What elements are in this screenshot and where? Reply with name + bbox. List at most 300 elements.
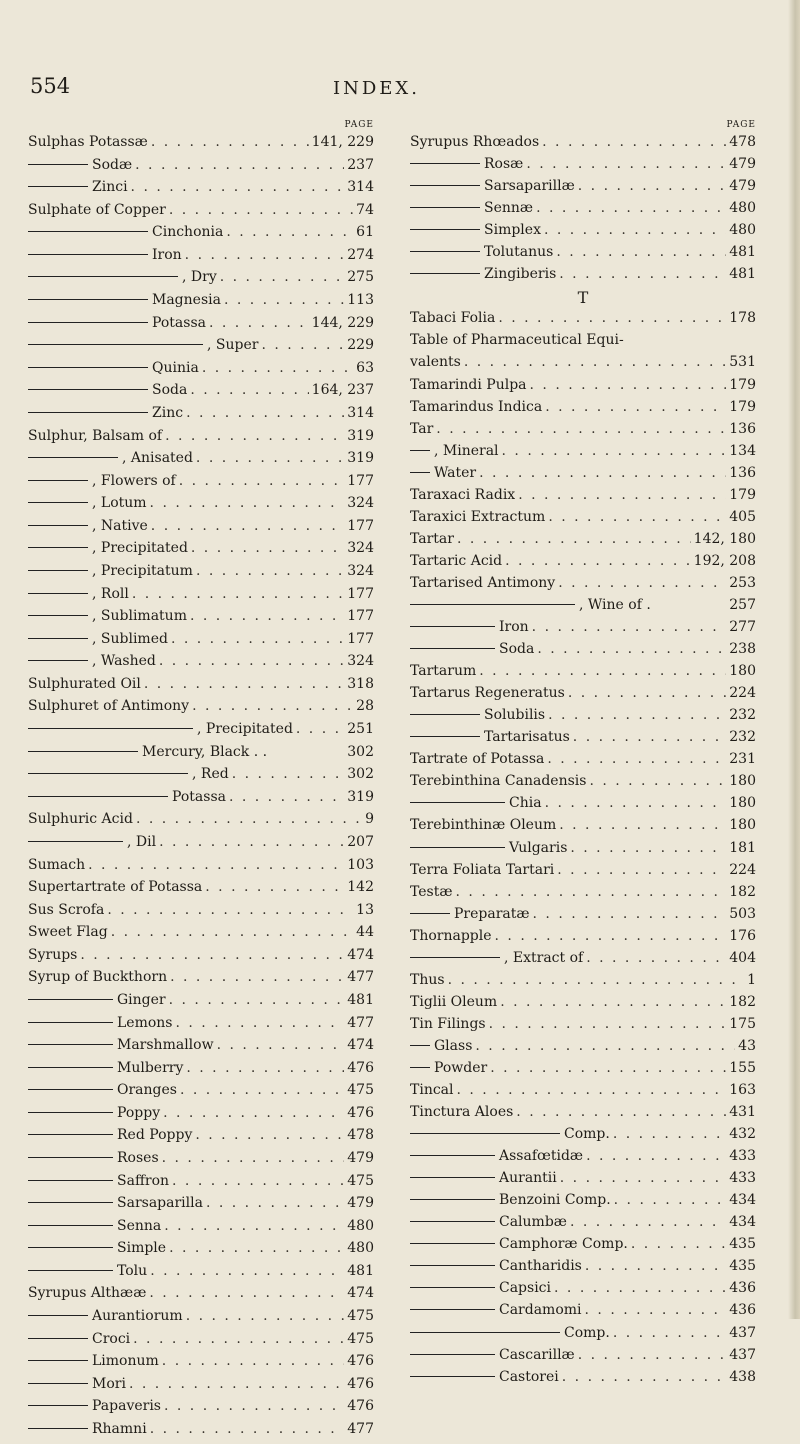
dot-leader xyxy=(209,315,309,331)
dot-leader xyxy=(185,247,345,263)
index-entry xyxy=(410,685,756,707)
entry-pages: 475 xyxy=(347,1082,374,1099)
index-entry xyxy=(28,563,374,586)
index-entry xyxy=(28,495,374,518)
dot-leader xyxy=(195,1127,344,1143)
entry-pages: 481 xyxy=(347,991,374,1008)
entry-label: Sennæ xyxy=(484,200,534,217)
index-entry xyxy=(28,179,374,202)
dot-leader xyxy=(533,906,727,922)
ditto-rule xyxy=(28,1157,113,1158)
index-entry xyxy=(410,509,756,531)
dot-leader xyxy=(495,928,727,944)
index-list xyxy=(410,134,756,1391)
entry-label: Ginger xyxy=(117,991,166,1008)
ditto-rule xyxy=(410,1332,560,1333)
page-column-heading: PAGE xyxy=(344,120,374,130)
index-entry xyxy=(410,729,756,751)
dot-leader xyxy=(220,269,345,285)
entry-pages: 176 xyxy=(729,927,756,944)
ditto-rule xyxy=(28,502,88,503)
entry-pages: 192, 208 xyxy=(693,552,756,569)
ditto-rule xyxy=(410,1265,495,1266)
index-entry xyxy=(410,399,756,421)
entry-label: Terebinthinæ Oleum xyxy=(410,817,557,834)
entry-pages: 318 xyxy=(347,675,374,692)
dot-leader xyxy=(206,1195,344,1211)
entry-label: , Super xyxy=(207,337,259,354)
page-number: 554 xyxy=(30,74,71,98)
index-entry xyxy=(410,1016,756,1038)
entry-pages: 251 xyxy=(347,721,374,738)
entry-pages: 480 xyxy=(347,1217,374,1234)
dot-leader xyxy=(179,473,345,489)
dot-leader xyxy=(554,1280,726,1296)
ditto-rule xyxy=(28,1405,88,1406)
dot-leader xyxy=(232,766,345,782)
entry-label: Water xyxy=(434,464,477,481)
entry-pages: 438 xyxy=(729,1368,756,1385)
dot-leader xyxy=(159,653,344,669)
entry-label: Calumbæ xyxy=(499,1214,567,1231)
ditto-rule xyxy=(28,1360,88,1361)
entry-label: Tabaci Folia xyxy=(410,310,496,327)
dot-leader xyxy=(169,992,345,1008)
dot-leader xyxy=(133,1331,344,1347)
dot-leader xyxy=(568,685,726,701)
entry-pages: 177 xyxy=(347,517,374,534)
entry-pages: 180 xyxy=(729,663,756,680)
ditto-rule xyxy=(28,1225,113,1226)
entry-label: Sweet Flag xyxy=(28,924,108,941)
entry-pages: 437 xyxy=(729,1346,756,1363)
dot-leader xyxy=(136,811,362,827)
index-entry xyxy=(28,1240,374,1263)
dot-leader xyxy=(530,377,727,393)
entry-pages: 175 xyxy=(729,1015,756,1032)
dot-leader xyxy=(229,789,344,805)
entry-label: Glass xyxy=(434,1037,473,1054)
entry-label: Taraxaci Radix xyxy=(410,486,516,503)
index-entry xyxy=(28,292,374,315)
dot-leader xyxy=(505,553,691,569)
entry-pages: 436 xyxy=(729,1280,756,1297)
entry-label: Tolutanus xyxy=(484,244,554,261)
index-entry xyxy=(28,902,374,925)
entry-pages: 74 xyxy=(356,201,374,218)
index-entry xyxy=(28,1398,374,1421)
entry-label: Sulphur, Balsam of xyxy=(28,427,163,444)
index-entry xyxy=(410,928,756,950)
index-entry xyxy=(28,1105,374,1128)
dot-leader xyxy=(150,495,345,511)
index-entry xyxy=(410,1060,756,1082)
ditto-rule xyxy=(410,472,430,473)
ditto-rule xyxy=(28,186,88,187)
dot-leader xyxy=(578,178,727,194)
dot-leader xyxy=(589,773,726,789)
entry-pages: 274 xyxy=(347,246,374,263)
index-entry xyxy=(410,531,756,553)
dot-leader xyxy=(131,179,345,195)
ditto-rule xyxy=(410,1199,495,1200)
index-entry xyxy=(410,862,756,884)
entry-label: Sus Scrofa xyxy=(28,901,105,918)
ditto-rule xyxy=(410,163,480,164)
dot-leader xyxy=(536,200,726,216)
entry-pages: 28 xyxy=(356,698,374,715)
dot-leader xyxy=(164,1218,344,1234)
index-entry xyxy=(410,1148,756,1170)
index-entry xyxy=(28,631,374,654)
entry-pages: 44 xyxy=(356,924,374,941)
ditto-rule xyxy=(410,1067,430,1068)
index-entry xyxy=(410,310,756,332)
entry-label: Thornapple xyxy=(410,927,492,944)
entry-pages: 181 xyxy=(729,839,756,856)
index-entry xyxy=(28,698,374,721)
index-entry xyxy=(410,178,756,200)
dot-leader xyxy=(562,1369,727,1385)
index-entry xyxy=(28,653,374,676)
entry-label: , Mineral xyxy=(434,442,499,459)
entry-pages: 474 xyxy=(347,1285,374,1302)
dot-leader xyxy=(490,1060,726,1076)
entry-label: Papaveris xyxy=(92,1398,161,1415)
index-entry xyxy=(28,1421,374,1444)
ditto-rule xyxy=(28,1428,88,1429)
ditto-rule xyxy=(28,638,88,639)
entry-label: Tartarised Antimony xyxy=(410,574,556,591)
index-entry xyxy=(410,817,756,839)
dot-leader xyxy=(190,382,308,398)
entry-label: Assafœtidæ xyxy=(499,1148,584,1165)
entry-pages: 475 xyxy=(347,1172,374,1189)
dot-leader xyxy=(205,879,344,895)
entry-label: , Wine of . xyxy=(579,596,651,613)
entry-label: Roses xyxy=(117,1150,159,1167)
index-entry xyxy=(410,1369,756,1391)
entry-pages: 477 xyxy=(347,969,374,986)
index-entry xyxy=(28,269,374,292)
ditto-rule xyxy=(28,547,88,548)
index-entry xyxy=(28,315,374,338)
entry-label: Iron xyxy=(152,246,182,263)
entry-pages: 103 xyxy=(347,856,374,873)
dot-leader xyxy=(186,1308,345,1324)
index-entry xyxy=(28,789,374,812)
entry-pages: 479 xyxy=(347,1150,374,1167)
entry-pages: 314 xyxy=(347,179,374,196)
index-entry xyxy=(410,156,756,178)
entry-label: Magnesia xyxy=(152,292,221,309)
dot-leader xyxy=(144,676,344,692)
dot-leader xyxy=(547,751,726,767)
dot-leader xyxy=(151,134,309,150)
entry-pages: 275 xyxy=(347,269,374,286)
entry-pages: 144, 229 xyxy=(311,314,374,331)
entry-pages: 476 xyxy=(347,1375,374,1392)
entry-pages: 319 xyxy=(347,450,374,467)
index-entry xyxy=(410,1325,756,1347)
entry-label: Tolu xyxy=(117,1262,148,1279)
ditto-rule xyxy=(410,1354,495,1355)
index-entry xyxy=(410,1280,756,1302)
index-entry xyxy=(28,1285,374,1308)
entry-pages: 479 xyxy=(729,178,756,195)
index-entry xyxy=(28,879,374,902)
entry-pages: 433 xyxy=(729,1148,756,1165)
entry-label: Thus xyxy=(410,971,445,988)
entry-label: , Roll xyxy=(92,585,129,602)
entry-pages: 324 xyxy=(347,495,374,512)
index-entry xyxy=(28,1331,374,1354)
entry-label: Vulgaris xyxy=(509,839,568,856)
entry-pages: 224 xyxy=(729,685,756,702)
entry-label: valents xyxy=(410,354,461,371)
dot-leader xyxy=(526,156,726,172)
dot-leader xyxy=(169,1240,344,1256)
index-entry xyxy=(410,1170,756,1192)
index-entry xyxy=(410,1082,756,1104)
index-entry xyxy=(28,969,374,992)
dot-leader xyxy=(151,518,344,534)
dot-leader xyxy=(107,902,353,918)
entry-label: Cardamomi xyxy=(499,1302,582,1319)
dot-leader xyxy=(448,972,745,988)
entry-pages: 503 xyxy=(729,905,756,922)
dot-leader xyxy=(557,862,726,878)
entry-label: Sumach xyxy=(28,856,86,873)
ditto-rule xyxy=(410,1155,495,1156)
index-entry xyxy=(410,950,756,972)
entry-label: Tar xyxy=(410,420,434,437)
entry-pages: 237 xyxy=(347,156,374,173)
ditto-rule xyxy=(28,773,188,774)
index-entry xyxy=(410,707,756,729)
entry-label: Mulberry xyxy=(117,1059,184,1076)
ditto-rule xyxy=(28,1315,88,1316)
entry-pages: 480 xyxy=(729,222,756,239)
index-entry xyxy=(410,773,756,795)
dot-leader xyxy=(456,884,727,900)
index-entry xyxy=(28,1195,374,1218)
entry-pages: 141, 229 xyxy=(311,134,374,150)
ditto-rule xyxy=(28,1067,113,1068)
entry-pages: 177 xyxy=(347,630,374,647)
entry-pages: 479 xyxy=(729,156,756,173)
dot-leader xyxy=(559,266,726,282)
entry-pages: 142 xyxy=(347,879,374,896)
index-entry xyxy=(410,1214,756,1236)
entry-pages: 531 xyxy=(729,354,756,371)
entry-pages: 179 xyxy=(729,486,756,503)
entry-pages: 435 xyxy=(729,1258,756,1275)
index-entry xyxy=(410,266,756,288)
entry-pages: 63 xyxy=(356,359,374,376)
index-entry xyxy=(410,575,756,597)
dot-leader xyxy=(149,1285,344,1301)
entry-label: , Sublimatum xyxy=(92,608,187,625)
entry-label: Lemons xyxy=(117,1014,173,1031)
dot-leader xyxy=(500,994,726,1010)
entry-pages: 324 xyxy=(347,653,374,670)
entry-label: , Anisated xyxy=(122,450,193,467)
entry-label: Testæ xyxy=(410,883,453,900)
ditto-rule xyxy=(28,1270,113,1271)
ditto-rule xyxy=(410,957,500,958)
entry-label: Soda xyxy=(152,382,188,399)
entry-pages: 480 xyxy=(729,200,756,217)
index-entry xyxy=(28,1015,374,1038)
entry-pages: 481 xyxy=(729,244,756,261)
ditto-rule xyxy=(28,796,168,797)
ditto-rule xyxy=(28,1202,113,1203)
dot-leader xyxy=(489,1016,727,1032)
entry-pages: 302 xyxy=(347,743,374,760)
ditto-rule xyxy=(410,251,480,252)
entry-pages: 319 xyxy=(347,427,374,444)
index-entry xyxy=(28,1127,374,1150)
entry-label: , Washed xyxy=(92,653,156,670)
index-entry xyxy=(410,200,756,222)
entry-label: Simplex xyxy=(484,222,541,239)
dot-leader xyxy=(560,1170,727,1186)
entry-pages: 314 xyxy=(347,404,374,421)
entry-pages: 404 xyxy=(729,949,756,966)
dot-leader xyxy=(479,663,726,679)
entry-pages: 432 xyxy=(729,1126,756,1143)
entry-label: Sulphuric Acid xyxy=(28,811,133,828)
dot-leader xyxy=(613,1126,726,1142)
section-letter: T xyxy=(577,288,589,308)
entry-label: Sodæ xyxy=(92,156,133,173)
dot-leader xyxy=(165,428,344,444)
dot-leader xyxy=(586,950,726,966)
index-entry xyxy=(410,1258,756,1280)
index-entry xyxy=(28,337,374,360)
entry-label: Tartarisatus xyxy=(484,729,570,746)
dot-leader xyxy=(578,1347,727,1363)
dot-leader xyxy=(224,292,344,308)
ditto-rule xyxy=(410,1133,560,1134)
index-entry xyxy=(28,202,374,225)
dot-leader xyxy=(176,1015,345,1031)
ditto-rule xyxy=(28,164,88,165)
index-entry xyxy=(28,1263,374,1286)
index-entry xyxy=(28,1218,374,1241)
ditto-rule xyxy=(28,841,123,842)
index-entry xyxy=(28,473,374,496)
dot-leader xyxy=(559,817,726,833)
entry-label: , Extract of xyxy=(504,949,584,966)
index-entry xyxy=(410,1126,756,1148)
ditto-rule xyxy=(410,847,505,848)
entry-label: Sarsaparillæ xyxy=(484,178,575,195)
entry-label: Taraxici Extractum xyxy=(410,508,546,525)
ditto-rule xyxy=(28,1180,113,1181)
index-entry xyxy=(28,1353,374,1376)
dot-leader xyxy=(261,337,344,353)
entry-label: , Dry xyxy=(182,269,217,286)
entry-pages: 481 xyxy=(729,266,756,283)
index-entry xyxy=(28,834,374,857)
ditto-rule xyxy=(410,802,505,803)
index-entry xyxy=(28,540,374,563)
ditto-rule xyxy=(28,322,148,323)
entry-label: Tartaric Acid xyxy=(410,552,503,569)
entry-pages: 13 xyxy=(356,901,374,918)
dot-leader xyxy=(217,1037,345,1053)
index-entry xyxy=(28,608,374,631)
index-entry xyxy=(28,157,374,180)
index-entry xyxy=(28,721,374,744)
index-entry xyxy=(410,1038,756,1060)
entry-label: Senna xyxy=(117,1217,162,1234)
index-entry xyxy=(28,518,374,541)
dot-leader xyxy=(129,1376,344,1392)
entry-label: , Sublimed xyxy=(92,630,168,647)
entry-pages: 9 xyxy=(365,811,374,828)
entry-pages: 179 xyxy=(729,376,756,393)
entry-label: , Precipitatum xyxy=(92,562,193,579)
entry-pages: 302 xyxy=(347,766,374,783)
entry-label: , Precipitated xyxy=(92,540,188,557)
index-entry xyxy=(28,992,374,1015)
entry-label: Sulphas Potassæ xyxy=(28,134,148,150)
dot-leader xyxy=(475,1038,735,1054)
entry-pages: 479 xyxy=(347,1195,374,1212)
entry-label: Limonum xyxy=(92,1353,159,1370)
entry-pages: 476 xyxy=(347,1398,374,1415)
dot-leader xyxy=(186,1060,344,1076)
entry-pages: 434 xyxy=(729,1214,756,1231)
entry-label: Powder xyxy=(434,1059,488,1076)
index-entry xyxy=(28,1150,374,1173)
entry-label: Syrup of Buckthorn xyxy=(28,969,168,986)
entry-pages: 437 xyxy=(729,1324,756,1341)
entry-label: Syrupus Rhœados xyxy=(410,134,540,150)
entry-pages: 134 xyxy=(729,442,756,459)
index-entry xyxy=(28,857,374,880)
dot-leader xyxy=(548,509,726,525)
entry-label: Tiglii Oleum xyxy=(410,993,498,1010)
entry-pages: 155 xyxy=(729,1059,756,1076)
entry-label: Saffron xyxy=(117,1172,170,1189)
entry-pages: 61 xyxy=(356,224,374,241)
entry-label: Aurantii xyxy=(499,1170,557,1187)
index-entry xyxy=(410,1302,756,1324)
entry-label: Terra Foliata Tartari xyxy=(410,861,555,878)
entry-label: Table of Pharmaceutical Equi- xyxy=(410,332,624,349)
ditto-rule xyxy=(410,1309,495,1310)
entry-pages: 478 xyxy=(729,134,756,150)
page-column-heading: PAGE xyxy=(726,120,756,130)
entry-label: Rosæ xyxy=(484,156,524,173)
ditto-rule xyxy=(410,1376,495,1377)
ditto-rule xyxy=(410,229,480,230)
index-entry xyxy=(410,332,756,354)
ditto-rule xyxy=(410,1287,495,1288)
entry-label: Mercury, Black . . xyxy=(142,743,268,760)
ditto-rule xyxy=(410,207,480,208)
index-entry xyxy=(410,994,756,1016)
entry-pages: 324 xyxy=(347,540,374,557)
entry-pages: 480 xyxy=(347,1240,374,1257)
entry-pages: 231 xyxy=(729,751,756,768)
entry-pages: 277 xyxy=(729,619,756,636)
index-entry xyxy=(28,224,374,247)
